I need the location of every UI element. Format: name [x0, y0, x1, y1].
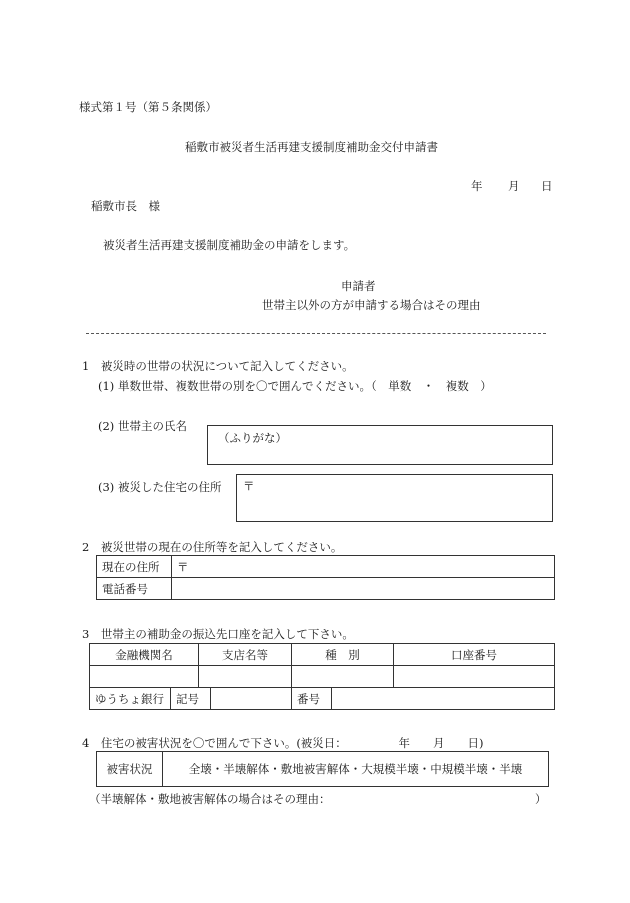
table-row	[97, 556, 555, 578]
household-type-question: (1) 単数世帯、複数世帯の別を〇で囲んでください。（ 単数 ・ 複数 ）	[98, 379, 492, 393]
account-type-field[interactable]	[292, 666, 394, 688]
current-address-field[interactable]	[172, 556, 555, 578]
damaged-address-label: (3) 被災した住宅の住所	[98, 480, 222, 494]
table-row	[90, 666, 555, 688]
form-title: 稲敷市被災者生活再建支援制度補助金交付申請書	[185, 140, 438, 154]
section4-heading: 4 住宅の被害状況を〇で囲んで下さい。(被災日： 年 月 日)	[82, 736, 484, 750]
separator-line	[86, 333, 546, 334]
yucho-table	[89, 687, 555, 710]
current-address-label: 現在の住所	[97, 556, 172, 578]
table-row	[90, 644, 555, 666]
bank-name-header: 金融機関名	[90, 644, 199, 666]
account-type-header: 種 別	[292, 644, 394, 666]
account-number-header: 口座番号	[394, 644, 555, 666]
date-month-label: 月	[508, 179, 520, 193]
postal-mark: 〒	[243, 479, 255, 493]
addressee: 稲敷市長 様	[91, 199, 160, 213]
date-year-label: 年	[471, 179, 483, 193]
kigou-label: 記号	[171, 688, 211, 710]
section1-heading: 1 被災時の世帯の状況について記入してください。	[82, 359, 354, 373]
phone-field[interactable]	[172, 578, 555, 600]
branch-name-header: 支店名等	[199, 644, 292, 666]
form-number: 様式第１号（第５条関係）	[79, 100, 217, 114]
furigana-label: （ふりがな）	[218, 431, 287, 445]
date-day-label: 日	[541, 179, 553, 193]
section3-heading: 3 世帯主の補助金の振込先口座を記入して下さい。	[82, 627, 354, 641]
table-row	[90, 688, 555, 710]
applicant-label: 申請者	[341, 279, 376, 293]
phone-label: 電話番号	[97, 578, 172, 600]
bank-name-field[interactable]	[90, 666, 199, 688]
yucho-bank-label: ゆうちょ銀行	[90, 688, 171, 710]
applicant-reason-label: 世帯主以外の方が申請する場合はその理由	[262, 298, 481, 312]
postal-mark: 〒	[177, 559, 189, 574]
bangou-label: 番号	[292, 688, 332, 710]
current-address-table	[96, 555, 555, 600]
table-row	[97, 752, 549, 787]
request-statement: 被災者生活再建支援制度補助金の申請をします。	[103, 238, 356, 252]
demolition-reason-note: （半壊解体・敷地被害解体の場合はその理由：	[89, 792, 331, 806]
table-row	[97, 578, 555, 600]
section2-heading: 2 被災世帯の現在の住所等を記入してください。	[82, 540, 343, 554]
damage-options[interactable]: 全壊・半壊解体・敷地被害解体・大規模半壊・中規模半壊・半壊	[163, 752, 549, 787]
kigou-field[interactable]	[211, 688, 292, 710]
head-name-label: (2) 世帯主の氏名	[98, 419, 187, 433]
damage-status-table	[96, 751, 549, 787]
head-name-field[interactable]	[207, 425, 553, 465]
damaged-address-field[interactable]	[236, 474, 553, 522]
bangou-field[interactable]	[332, 688, 555, 710]
branch-name-field[interactable]	[199, 666, 292, 688]
demolition-reason-close: ）	[535, 792, 547, 806]
account-number-field[interactable]	[394, 666, 555, 688]
bank-account-table	[89, 643, 555, 688]
damage-status-label: 被害状況	[97, 752, 163, 787]
